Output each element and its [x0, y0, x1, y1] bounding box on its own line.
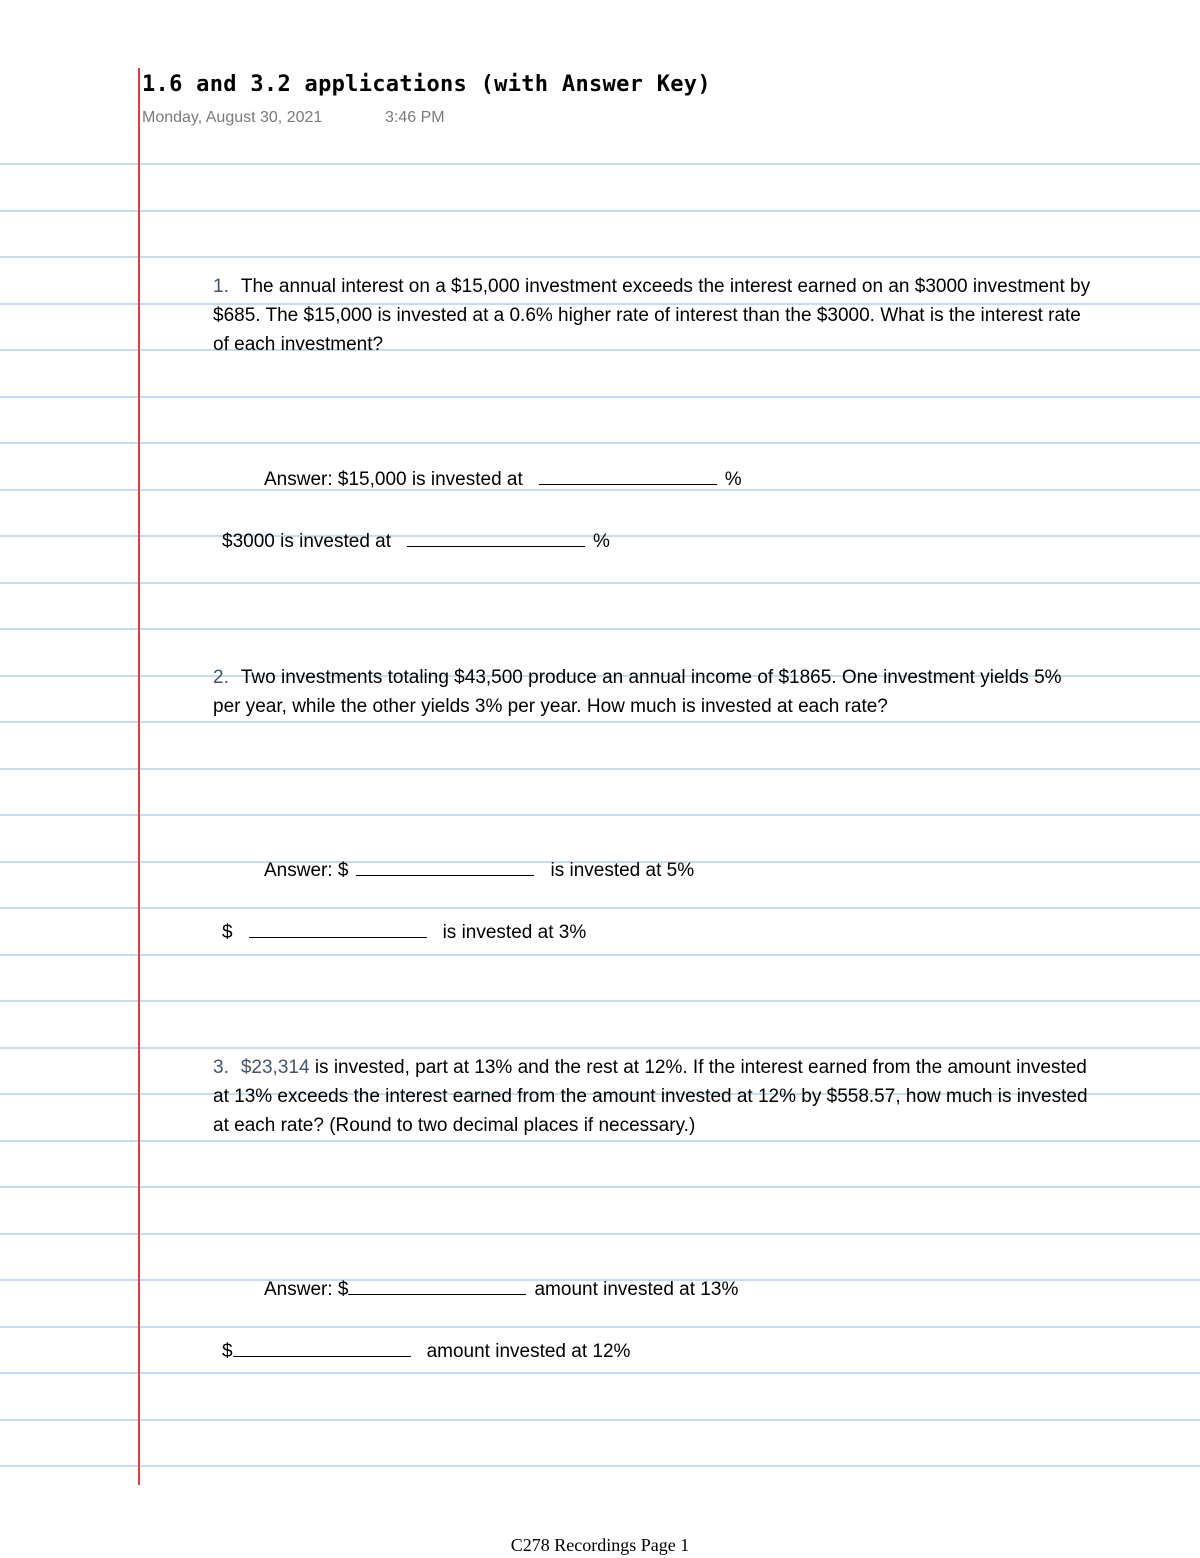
- answer-suffix: %: [724, 469, 742, 490]
- question-number: 1.: [213, 276, 229, 297]
- question-1: [213, 272, 1093, 359]
- margin-line: [138, 68, 140, 1485]
- answer-row: [264, 857, 694, 882]
- ruled-line: [0, 256, 1200, 258]
- answer-prefix: Answer: $15,000 is invested at: [264, 469, 523, 490]
- ruled-line: [0, 1372, 1200, 1374]
- question-text: The annual interest on a $15,000 investment exceeds the interest earned on an $3000 investment by $685. The $15,000 is invested at a 0.6% higher rate of interest than the $3000. What is the interest rate of each investment?: [213, 276, 1091, 355]
- ruled-line: [0, 396, 1200, 398]
- answer-prefix: Answer: $: [264, 1279, 349, 1300]
- ruled-line: [0, 628, 1200, 630]
- question-number: 2.: [213, 667, 229, 688]
- ruled-line: [0, 721, 1200, 723]
- answer-blank[interactable]: [407, 528, 585, 547]
- answer-row: [222, 1338, 630, 1363]
- answer-blank[interactable]: [356, 857, 534, 876]
- page-time: 3:46 PM: [385, 109, 445, 126]
- answer-prefix: Answer: $: [264, 860, 349, 881]
- ruled-line: [0, 1047, 1200, 1049]
- answer-suffix: is invested at 3%: [442, 922, 587, 943]
- ruled-line: [0, 1419, 1200, 1421]
- answer-row: [264, 1276, 738, 1301]
- answer-blank[interactable]: [249, 919, 427, 938]
- ruled-line: [0, 954, 1200, 956]
- answer-suffix: %: [593, 531, 610, 552]
- page-footer: C278 Recordings Page 1: [510, 1535, 690, 1555]
- question-text: is invested, part at 13% and the rest at 12%. If the interest earned from the amount invested at 13% exceeds the interest earned from the amount invested at 12% by $558.57, how much is invested at each rate? (Round to two decimal places if necessary.): [213, 1057, 1088, 1136]
- ruled-line: [0, 442, 1200, 444]
- ruled-line: [0, 907, 1200, 909]
- answer-row: [222, 919, 586, 944]
- ruled-line: [0, 210, 1200, 212]
- answer-prefix: $: [222, 1341, 233, 1362]
- ruled-line: [0, 1233, 1200, 1235]
- ruled-line: [0, 1000, 1200, 1002]
- question-2: [213, 663, 1093, 721]
- ruled-line: [0, 1186, 1200, 1188]
- answer-suffix: amount invested at 12%: [426, 1341, 631, 1362]
- answer-row: [222, 528, 610, 553]
- ruled-line: [0, 1465, 1200, 1467]
- answer-prefix: $3000 is invested at: [222, 531, 392, 552]
- question-number: 3.: [213, 1057, 229, 1078]
- answer-row: [264, 466, 742, 491]
- ruled-line: [0, 163, 1200, 165]
- answer-blank[interactable]: [348, 1276, 526, 1295]
- answer-blank[interactable]: [233, 1338, 411, 1357]
- ruled-line: [0, 768, 1200, 770]
- question-amount: $23,314: [240, 1057, 310, 1078]
- answer-suffix: amount invested at 13%: [534, 1279, 739, 1300]
- page-date: Monday, August 30, 2021: [142, 109, 323, 126]
- ruled-line: [0, 1326, 1200, 1328]
- answer-blank[interactable]: [539, 466, 717, 485]
- question-text: Two investments totaling $43,500 produce an annual income of $1865. One investment yields 5% per year, while the other yields 3% per year. How much is invested at each rate?: [213, 667, 1062, 717]
- answer-prefix: $: [222, 922, 233, 943]
- question-3: [213, 1053, 1093, 1140]
- ruled-line: [0, 814, 1200, 816]
- answer-suffix: is invested at 5%: [550, 860, 695, 881]
- page-title: 1.6 and 3.2 applications (with Answer Key): [142, 72, 711, 97]
- ruled-line: [0, 582, 1200, 584]
